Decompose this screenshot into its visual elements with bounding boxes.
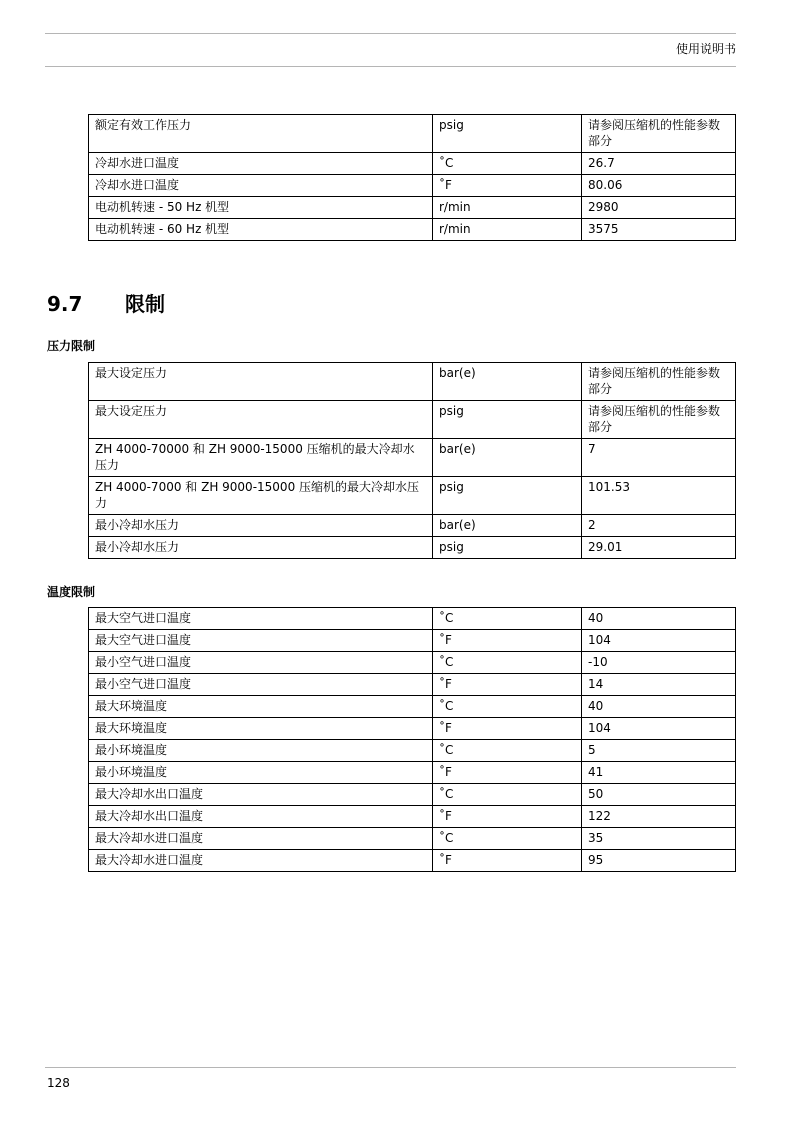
table-cell: psig — [433, 537, 582, 559]
table-cell: bar(e) — [433, 515, 582, 537]
table-cell: psig — [433, 115, 582, 153]
table-cell: ˚F — [433, 630, 582, 652]
table-cell: 最小冷却水压力 — [89, 537, 433, 559]
table-cell: ˚C — [433, 153, 582, 175]
table-cell: 最小环境温度 — [89, 740, 433, 762]
table-cell: r/min — [433, 219, 582, 241]
table-row — [89, 762, 736, 784]
table-cell: 最大冷却水进口温度 — [89, 850, 433, 872]
footer-rule — [45, 1067, 736, 1068]
table-cell: ˚C — [433, 740, 582, 762]
table-row — [89, 219, 736, 241]
table-cell: ˚C — [433, 696, 582, 718]
table-cell: r/min — [433, 197, 582, 219]
table-row — [89, 401, 736, 439]
table-cell: 最小冷却水压力 — [89, 515, 433, 537]
table-cell: 95 — [582, 850, 736, 872]
table-cell: 最大冷却水进口温度 — [89, 828, 433, 850]
table-cell: psig — [433, 477, 582, 515]
table-row — [89, 806, 736, 828]
table-cell: 最小空气进口温度 — [89, 674, 433, 696]
table-cell: 最大设定压力 — [89, 401, 433, 439]
section-title — [47, 288, 165, 317]
table-cell: 101.53 — [582, 477, 736, 515]
table-cell: 冷却水进口温度 — [89, 175, 433, 197]
table-cell: 请参阅压缩机的性能参数部分 — [582, 363, 736, 401]
table-row — [89, 153, 736, 175]
table-cell: 122 — [582, 806, 736, 828]
table-row — [89, 175, 736, 197]
table-cell: 最大设定压力 — [89, 363, 433, 401]
table-cell: 最大环境温度 — [89, 718, 433, 740]
table-cell: 最大空气进口温度 — [89, 630, 433, 652]
table-cell: 2 — [582, 515, 736, 537]
table-row — [89, 784, 736, 806]
table-row — [89, 696, 736, 718]
pressure-limits-heading: 压力限制 — [47, 339, 96, 353]
table-cell: 电动机转速 - 60 Hz 机型 — [89, 219, 433, 241]
table-cell: 40 — [582, 608, 736, 630]
table-row — [89, 828, 736, 850]
table-cell: 请参阅压缩机的性能参数部分 — [582, 115, 736, 153]
section-title-text: 限制 — [125, 292, 165, 316]
table-cell: ˚F — [433, 850, 582, 872]
table-cell: 2980 — [582, 197, 736, 219]
table-row — [89, 740, 736, 762]
header-title: 使用说明书 — [675, 42, 736, 56]
table-cell: psig — [433, 401, 582, 439]
table-cell: 14 — [582, 674, 736, 696]
table-cell: ˚F — [433, 175, 582, 197]
table-cell: 50 — [582, 784, 736, 806]
table-row — [89, 537, 736, 559]
table-cell: 41 — [582, 762, 736, 784]
table-cell: ˚C — [433, 608, 582, 630]
table-row — [89, 515, 736, 537]
header-bottom-rule — [45, 66, 736, 67]
section-number: 9.7 — [47, 292, 83, 316]
header-top-rule — [45, 33, 736, 34]
table-row — [89, 477, 736, 515]
table-cell: ˚C — [433, 784, 582, 806]
table-cell: 最小环境温度 — [89, 762, 433, 784]
table-temperature-limits — [88, 607, 736, 872]
page-number: 128 — [47, 1076, 70, 1090]
table-row — [89, 652, 736, 674]
table-cell: ˚F — [433, 806, 582, 828]
table-row — [89, 850, 736, 872]
table-cell: ˚F — [433, 674, 582, 696]
table-cell: 最大冷却水出口温度 — [89, 806, 433, 828]
table-row — [89, 439, 736, 477]
table-row — [89, 718, 736, 740]
table-cell: 104 — [582, 718, 736, 740]
table-cell: ˚C — [433, 652, 582, 674]
table-cell: 7 — [582, 439, 736, 477]
temperature-limits-heading: 温度限制 — [47, 585, 96, 599]
table-cell: 请参阅压缩机的性能参数部分 — [582, 401, 736, 439]
table-row — [89, 197, 736, 219]
table-cell: bar(e) — [433, 363, 582, 401]
table-cell: 额定有效工作压力 — [89, 115, 433, 153]
table-cell: 29.01 — [582, 537, 736, 559]
table-row — [89, 674, 736, 696]
table-cell: ˚F — [433, 762, 582, 784]
table-cell: ˚C — [433, 828, 582, 850]
table-cell: 40 — [582, 696, 736, 718]
table-cell: ZH 4000-70000 和 ZH 9000-15000 压缩机的最大冷却水压力 — [89, 439, 433, 477]
table-cell: ZH 4000-7000 和 ZH 9000-15000 压缩机的最大冷却水压力 — [89, 477, 433, 515]
table-cell: bar(e) — [433, 439, 582, 477]
table-row — [89, 115, 736, 153]
table-cell: 35 — [582, 828, 736, 850]
table-cell: 最大空气进口温度 — [89, 608, 433, 630]
table-cell: 104 — [582, 630, 736, 652]
table-cell: ˚F — [433, 718, 582, 740]
table-pressure-limits — [88, 362, 736, 559]
table-operating-conditions — [88, 114, 736, 241]
table-row — [89, 363, 736, 401]
table-cell: 5 — [582, 740, 736, 762]
table-cell: 冷却水进口温度 — [89, 153, 433, 175]
table-cell: 电动机转速 - 50 Hz 机型 — [89, 197, 433, 219]
table-row — [89, 608, 736, 630]
table-cell: 80.06 — [582, 175, 736, 197]
table-cell: 最大环境温度 — [89, 696, 433, 718]
table-cell: 最大冷却水出口温度 — [89, 784, 433, 806]
table-cell: 最小空气进口温度 — [89, 652, 433, 674]
table-cell: 3575 — [582, 219, 736, 241]
table-cell: -10 — [582, 652, 736, 674]
table-cell: 26.7 — [582, 153, 736, 175]
table-row — [89, 630, 736, 652]
